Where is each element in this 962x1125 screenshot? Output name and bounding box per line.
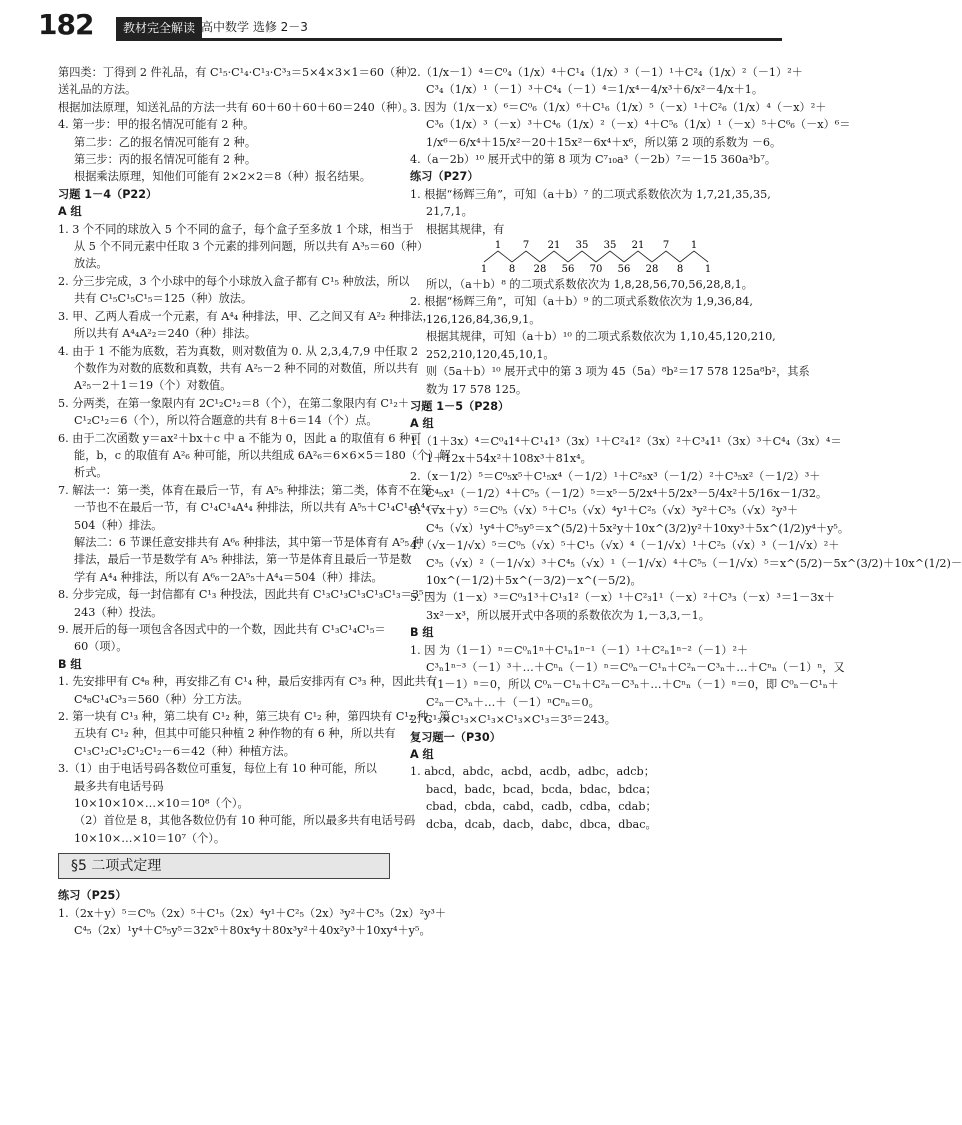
text-line: 6. 由于二次函数 y＝ax²＋bx＋c 中 a 不能为 0，因此 a 的取值有 6 种可 — [58, 431, 422, 445]
right-text-block — [410, 64, 851, 238]
text-line: 9. 展开后的每一项包含各因式中的一个数，因此共有 C¹₃C¹₄C¹₅＝ — [58, 623, 386, 636]
text-line: C⁴₅（2x）¹y⁴＋C⁵₅y⁵＝32x⁵＋80x⁴y＋80x³y²＋40x²y³＋10xy⁴＋y⁵。 — [74, 924, 431, 938]
text-line: 析式。 — [74, 466, 108, 480]
subheading: A 组 — [410, 417, 434, 431]
triangle-edge — [554, 251, 568, 262]
right-column — [410, 64, 962, 833]
subheading: 练习（P25） — [58, 889, 127, 903]
text-line: 10×10×10×…×10＝10⁸（个）。 — [74, 797, 249, 811]
text-line: 1. 3 个不同的球放入 5 个不同的盒子，每个盒子至多放 1 个球，相当于 — [58, 222, 414, 236]
text-line: 2.（x－1/2）⁵＝C⁰₅x⁵＋C¹₅x⁴（－1/2）¹＋C²₅x³（－1/2）²＋C³₅x²（－1/2）³＋ — [410, 469, 821, 483]
text-line: 7. 解法一：第一类，体育在最后一节，有 A⁵₅ 种排法；第二类，体育不在第 — [58, 483, 433, 497]
yanghui-triangle — [478, 238, 738, 276]
triangle-top-value: 7 — [662, 240, 670, 252]
text-line: cbad，cbda，cabd，cadb，cdba，cdab； — [426, 800, 657, 814]
triangle-edge — [638, 251, 652, 262]
text-line: 126,126,84,36,9,1。 — [426, 312, 541, 326]
header-rule — [116, 38, 782, 41]
triangle-bottom-value: 28 — [645, 264, 659, 276]
text-line: 送礼品的方法。 — [58, 83, 137, 97]
text-line: 504（种）排法。 — [74, 518, 163, 532]
text-line: C⁴₅x¹（－1/2）⁴＋C⁵₅（－1/2）⁵＝x⁵－5/2x⁴＋5/2x³－5/4x²＋5/16x－1/32。 — [426, 486, 828, 500]
text-line: 所以，（a＋b）⁸ 的二项式系数依次为 1,8,28,56,70,56,28,8,1。 — [426, 278, 753, 292]
triangle-bottom-value: 56 — [617, 264, 631, 276]
text-line: C³ₙ1ⁿ⁻³（－1）³＋…＋Cⁿₙ（－1）ⁿ＝C⁰ₙ－C¹ₙ＋C²ₙ－C³ₙ＋…＋Cⁿₙ（－1）ⁿ，又 — [426, 661, 845, 674]
text-line: 数为 17 578 125。 — [426, 382, 528, 396]
subheading: B 组 — [58, 657, 82, 671]
text-line: 2.（1/x－1）⁴＝C⁰₄（1/x）⁴＋C¹₄（1/x）³（－1）¹＋C²₄（1/x）²（－1）²＋ — [410, 66, 803, 79]
triangle-edge — [498, 251, 512, 262]
text-line: 2. C¹₃×C¹₃×C¹₃×C¹₃×C¹₃＝3⁵＝243。 — [410, 713, 616, 727]
text-line: 第三步：丙的报名情况可能有 2 种。 — [74, 153, 257, 167]
text-line: 243（种）投法。 — [74, 605, 163, 619]
subheading: B 组 — [410, 626, 434, 640]
triangle-edge — [666, 251, 680, 262]
triangle-edge — [610, 251, 624, 262]
text-line: 1. 根据“杨辉三角”，可知（a＋b）⁷ 的二项式系数依次为 1,7,21,35,35, — [410, 187, 771, 201]
text-line: 1/x⁶－6/x⁴＋15/x²－20＋15x²－6x⁴＋x⁶，所以第 2 项的系数为 －6。 — [426, 135, 782, 149]
triangle-bottom-value: 56 — [561, 264, 575, 276]
text-line: 则（5a＋b）¹⁰ 展开式中的第 3 项为 45（5a）⁸b²＝17 578 125a⁸b²，其系 — [426, 365, 810, 379]
text-line: 一节也不在最后一节，有 C¹₄C¹₄A⁴₄ 种排法，所以共有 A⁵₅＋C¹₄C¹₄A⁴₄＝ — [74, 501, 441, 515]
right-text-block-2 — [410, 276, 962, 833]
text-line: 3. 甲、乙两人看成一个元素，有 A⁴₄ 种排法，甲、乙之间又有 A²₂ 种排法， — [58, 309, 434, 323]
triangle-bottom-value: 8 — [508, 264, 516, 276]
triangle-bottom-value: 70 — [589, 264, 603, 276]
left-text-block-2 — [58, 887, 447, 939]
triangle-edge — [540, 251, 554, 262]
triangle-edge — [624, 251, 638, 262]
text-line: C³₄（1/x）¹（－1）³＋C⁴₄（－1）⁴＝1/x⁴－4/x³＋6/x²－4/x＋1。 — [426, 83, 764, 97]
triangle-edge — [526, 251, 540, 262]
text-line: 共有 C¹₅C¹₅C¹₅＝125（种）放法。 — [74, 292, 253, 306]
triangle-top-value: 35 — [603, 240, 617, 252]
text-line: C³₅（√x）²（－1/√x）³＋C⁴₅（√x）¹（－1/√x）⁴＋C⁵₅（－1/√x）⁵＝x^(5/2)－5x^(3/2)＋10x^(1/2)－ — [426, 556, 962, 570]
text-line: 从 5 个不同元素中任取 3 个元素的排列问题，所以共有 A³₅＝60（种） — [74, 240, 429, 254]
triangle-edge — [652, 251, 666, 262]
text-line: 根据加法原理，知送礼品的方法一共有 60＋60＋60＋60＝240（种）。 — [58, 100, 414, 114]
triangle-top-value: 35 — [575, 240, 589, 252]
page-header — [38, 8, 782, 48]
text-line: 1. abcd，abdc，acbd，acdb，adbc，adcb； — [410, 765, 655, 779]
section-title: §5 二项式定理 — [71, 857, 162, 874]
text-line: dcba，dcab，dacb，dabc，dbca，dbac。 — [426, 817, 657, 831]
subject-label: 高中数学 选修 2－3 — [201, 20, 308, 34]
subheading: 练习（P27） — [410, 170, 479, 184]
text-line: 8. 分步完成，每一封信都有 C¹₃ 种投法，因此共有 C¹₃C¹₃C¹₃C¹₃C¹₃＝3⁵＝ — [58, 588, 435, 602]
text-line: 个数作为对数的底数和真数，共有 A²₅－2 种不同的对数值，所以共有 — [74, 361, 419, 375]
text-line: 根据其规律，有 — [426, 222, 505, 236]
text-line: 21,7,1。 — [426, 205, 473, 219]
text-line: 4.（√x－1/√x）⁵＝C⁰₅（√x）⁵＋C¹₅（√x）⁴（－1/√x）¹＋C²₅（√x）³（－1/√x）²＋ — [410, 539, 840, 553]
text-line: 放法。 — [74, 257, 108, 271]
triangle-top-value: 1 — [690, 240, 698, 252]
text-line: 学有 A⁴₄ 种排法，所以有 A⁶₆－2A⁵₅＋A⁴₄＝504（种）排法。 — [74, 570, 383, 584]
text-line: 3x²－x³，所以展开式中各项的系数依次为 1,－3,3,－1。 — [426, 608, 710, 622]
brand-label: 教材完全解读 — [116, 17, 202, 38]
triangle-edge — [694, 251, 708, 262]
text-line: 3.（1）由于电话号码各数位可重复，每位上有 10 种可能，所以 — [58, 762, 377, 776]
triangle-edge — [568, 251, 582, 262]
yanghui-triangle-figure — [478, 238, 738, 276]
triangle-bottom-value: 1 — [704, 264, 712, 276]
text-line: C¹₂C¹₂＝6（个），所以符合题意的共有 8＋6＝14（个）点。 — [74, 414, 378, 428]
text-line: 1. 先安排甲有 C⁴₈ 种，再安排乙有 C¹₄ 种，最后安排丙有 C³₃ 种，因此共有 — [58, 675, 438, 689]
subheading: A 组 — [410, 748, 434, 762]
text-line: 5. 因为（1－x）³＝C⁰₃1³＋C¹₃1²（－x）¹＋C²₃1¹（－x）²＋C³₃（－x）³＝1－3x＋ — [410, 591, 835, 605]
text-line: 根据其规律，可知（a＋b）¹⁰ 的二项式系数依次为 1,10,45,120,210, — [426, 330, 776, 344]
text-line: 1＋12x＋54x²＋108x³＋81x⁴。 — [426, 452, 592, 466]
text-line: 10×10×…×10＝10⁷（个）。 — [74, 831, 226, 845]
text-line: 能，b，c 的取值有 A²₆ 种可能，所以共组成 6A²₆＝6×6×5＝180（个）解 — [74, 448, 451, 462]
triangle-edge — [680, 251, 694, 262]
subheading: A 组 — [58, 205, 82, 219]
text-line: C²ₙ－C³ₙ＋…＋（－1）ⁿCⁿₙ＝0。 — [426, 695, 600, 709]
text-line: 5. 分两类，在第一象限内有 2C¹₂C¹₂＝8（个），在第二象限内有 C¹₂＋ — [58, 396, 410, 410]
text-line: 2. 根据“杨辉三角”，可知（a＋b）⁹ 的二项式系数依次为 1,9,36,84, — [410, 295, 753, 309]
text-line: 60（项）。 — [74, 640, 128, 654]
triangle-bottom-value: 8 — [676, 264, 684, 276]
text-line: 1.（2x＋y）⁵＝C⁰₅（2x）⁵＋C¹₅（2x）⁴y¹＋C²₅（2x）³y²＋C³₅（2x）²y³＋ — [58, 906, 447, 920]
triangle-top-value: 21 — [631, 240, 645, 252]
text-line: （1－1）ⁿ＝0，所以 C⁰ₙ－C¹ₙ＋C²ₙ－C³ₙ＋…＋Cⁿₙ（－1）ⁿ＝0，即 C⁰ₙ－C¹ₙ＋ — [426, 678, 839, 692]
subheading: 习题 1－5（P28） — [410, 399, 510, 413]
text-line: C¹₃C¹₂C¹₂C¹₂C¹₂－6＝42（种）种植方法。 — [74, 744, 295, 758]
text-line: 2. 分三步完成，3 个小球中的每个小球放入盒子都有 C¹₅ 种放法，所以 — [58, 274, 410, 288]
text-line: 2. 第一块有 C¹₃ 种，第二块有 C¹₂ 种，第三块有 C¹₂ 种，第四块有 C¹₂ 种，第 — [58, 710, 451, 724]
text-line: 所以共有 A⁴₄A²₂＝240（种）排法。 — [74, 327, 257, 341]
text-line: 252,210,120,45,10,1。 — [426, 347, 555, 361]
text-line: bacd，badc，bcad，bcda，bdac，bdca； — [426, 782, 657, 796]
text-line: 1. 因 为（1－1）ⁿ＝C⁰ₙ1ⁿ＋C¹ₙ1ⁿ⁻¹（－1）¹＋C²ₙ1ⁿ⁻²（－1）²＋ — [410, 643, 749, 657]
text-line: 10x^(－1/2)＋5x^(－3/2)－x^(－5/2)。 — [426, 573, 642, 587]
text-line: C⁴₈C¹₄C³₃＝560（种）分工方法。 — [74, 692, 249, 706]
text-line: 4. 第一步：甲的报名情况可能有 2 种。 — [58, 118, 255, 132]
text-line: 3.（√x＋y）⁵＝C⁰₅（√x）⁵＋C¹₅（√x）⁴y¹＋C²₅（√x）³y²＋C³₅（√x）²y³＋ — [410, 504, 799, 518]
page-number: 182 — [38, 8, 94, 41]
triangle-bottom-value: 1 — [480, 264, 488, 276]
text-line: 根据乘法原理，知他们可能有 2×2×2＝8（种）报名结果。 — [74, 170, 371, 184]
section-heading-bar — [58, 853, 390, 879]
text-line: 解法二：6 节课任意安排共有 A⁶₆ 种排法，其中第一节是体育有 A⁵₅ 种 — [74, 535, 424, 549]
triangle-edge — [512, 251, 526, 262]
text-line: C⁴₅（√x）¹y⁴＋C⁵₅y⁵＝x^(5/2)＋5x²y＋10x^(3/2)y²＋10xy³＋5x^(1/2)y⁴＋y⁵。 — [426, 521, 850, 535]
text-line: C³₆（1/x）³（－x）³＋C⁴₆（1/x）²（－x）⁴＋C⁵₆（1/x）¹（－x）⁵＋C⁶₆（－x）⁶＝ — [426, 118, 851, 132]
triangle-top-value: 21 — [547, 240, 561, 252]
text-line: 排法，最后一节是数学有 A⁵₅ 种排法，第一节是体育且最后一节是数 — [74, 553, 412, 567]
text-line: 第四类：丁得到 2 件礼品，有 C¹₅·C¹₄·C¹₃·C³₃＝5×4×3×1＝60（种） — [58, 66, 418, 79]
subheading: 复习题一（P30） — [410, 730, 501, 744]
subheading: 习题 1－4（P22） — [58, 187, 158, 201]
text-line: 五块有 C¹₂ 种，但其中可能只种植 2 种作物的有 6 种，所以共有 — [74, 727, 396, 741]
text-line: 最多共有电话号码 — [74, 779, 164, 793]
text-line: 4. 由于 1 不能为底数，若为真数，则对数值为 0. 从 2,3,4,7,9 中任取 2 — [58, 344, 418, 358]
text-line: 第二步：乙的报名情况可能有 2 种。 — [74, 135, 257, 149]
text-line: 3. 因为（1/x－x）⁶＝C⁰₆（1/x）⁶＋C¹₆（1/x）⁵（－x）¹＋C²₆（1/x）⁴（－x）²＋ — [410, 100, 827, 114]
triangle-bottom-value: 28 — [533, 264, 547, 276]
text-line: 1.（1＋3x）⁴＝C⁰₄1⁴＋C¹₄1³（3x）¹＋C²₄1²（3x）²＋C³₄1¹（3x）³＋C⁴₄（3x）⁴＝ — [410, 434, 842, 448]
text-line: A²₅－2＋1＝19（个）对数值。 — [74, 379, 232, 393]
triangle-top-value: 7 — [522, 240, 530, 252]
triangle-edge — [582, 251, 596, 262]
triangle-edge — [484, 251, 498, 262]
text-line: 4.（a－2b）¹⁰ 展开式中的第 8 项为 C⁷₁₀a³（－2b）⁷＝－15 360a³b⁷。 — [410, 153, 777, 167]
triangle-edge — [596, 251, 610, 262]
triangle-top-value: 1 — [494, 240, 502, 252]
text-line: （2）首位是 8，其他各数位仍有 10 种可能，所以最多共有电话号码 — [74, 814, 416, 828]
